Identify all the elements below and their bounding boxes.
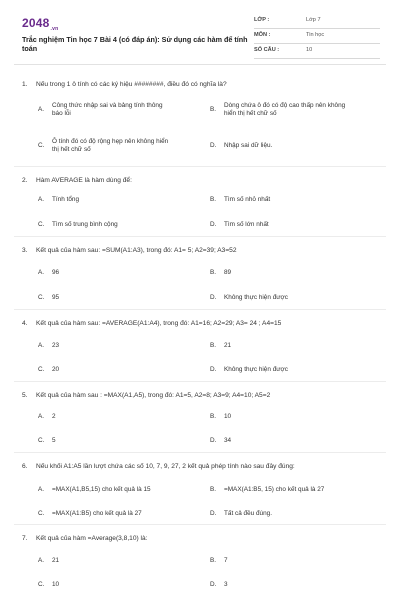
option-text: =MAX(A1:B5) cho kết quả là 27 <box>52 510 142 517</box>
option-text: Tìm số lớn nhất <box>224 221 269 228</box>
option-text: 3 <box>224 581 228 588</box>
question-divider <box>14 166 386 167</box>
option-letter: A. <box>38 342 45 349</box>
option-letter: B. <box>210 342 217 349</box>
option-letter: C. <box>38 294 45 301</box>
option-text: 20 <box>52 366 60 373</box>
option-text: Tất cả đều đúng. <box>224 510 272 517</box>
option-letter: B. <box>210 196 217 203</box>
option-letter: D. <box>210 437 217 444</box>
meta-row-subject <box>254 29 380 44</box>
question-number: 4. <box>22 320 28 327</box>
option-text: =MAX(A1:B5, 15) cho kết quả là 27 <box>224 486 325 493</box>
question-number: 6. <box>22 463 28 470</box>
option-letter: D. <box>210 142 217 149</box>
question-number: 7. <box>22 535 28 542</box>
option-letter: C. <box>38 510 45 517</box>
option-letter: A. <box>38 557 45 564</box>
question-text: Kết quả của hàm sau: =SUM(A1:A3), trong đó: A1= 5; A2=39; A3=52 <box>36 247 237 254</box>
meta-panel <box>254 14 380 59</box>
option-text: 89 <box>224 269 232 276</box>
option-letter: C. <box>38 221 45 228</box>
question-number: 5. <box>22 392 28 399</box>
option-letter: B. <box>210 557 217 564</box>
meta-value: 10 <box>306 47 313 53</box>
option-text: 10 <box>224 413 232 420</box>
meta-value: Lớp 7 <box>306 17 321 23</box>
option-text: 23 <box>52 342 60 349</box>
question-divider <box>14 309 386 310</box>
page-title: Trắc nghiệm Tin học 7 Bài 4 (có đáp án): Sử dụng các hàm để tính toán <box>22 35 248 53</box>
option-letter: B. <box>210 413 217 420</box>
option-letter: C. <box>38 581 45 588</box>
option-text: Ô tính đó có độ rộng hẹp nên không hiển thị hết chữ số <box>52 138 169 153</box>
option-letter: A. <box>38 106 45 113</box>
option-text: Không thực hiện được <box>224 366 288 373</box>
question-number: 3. <box>22 247 28 254</box>
option-text: Tính tổng <box>52 196 80 203</box>
meta-value: Tin học <box>306 32 325 38</box>
option-text: 10 <box>52 581 60 588</box>
option-letter: A. <box>38 413 45 420</box>
option-text: Không thực hiện được <box>224 294 288 301</box>
option-text: Công thức nhập sai và bảng tính thông báo lỗi <box>52 102 163 117</box>
option-letter: B. <box>210 486 217 493</box>
option-text: 2 <box>52 413 56 420</box>
option-text: Dòng chứa ô đó có độ cao thấp nên không hiển thị hết chữ số <box>224 102 346 117</box>
option-text: 7 <box>224 557 228 564</box>
option-letter: A. <box>38 269 45 276</box>
option-letter: C. <box>38 437 45 444</box>
option-letter: B. <box>210 269 217 276</box>
question-divider <box>14 452 386 453</box>
option-text: 21 <box>52 557 60 564</box>
question-divider <box>14 381 386 382</box>
logo-suffix: .vn <box>50 26 59 33</box>
option-text: =MAX(A1,B5,15) cho kết quả là 15 <box>52 486 151 493</box>
option-text: Tìm số nhỏ nhất <box>224 196 271 203</box>
option-text: Tìm số trung bình cộng <box>52 221 118 228</box>
option-letter: C. <box>38 366 45 373</box>
meta-key: MÔN : <box>254 32 271 38</box>
question-text: Hàm AVERAGE là hàm dùng để: <box>36 177 132 184</box>
question-divider <box>14 236 386 237</box>
page-header <box>22 14 378 62</box>
option-text: Nhập sai dữ liệu. <box>224 142 273 149</box>
option-letter: D. <box>210 510 217 517</box>
option-letter: D. <box>210 221 217 228</box>
header-divider <box>14 64 386 65</box>
question-text: Nếu trong 1 ô tính có các ký hiệu ########, điều đó có nghĩa là? <box>36 81 227 88</box>
option-text: 95 <box>52 294 60 301</box>
logo-text: 2048 <box>22 16 50 30</box>
option-letter: D. <box>210 581 217 588</box>
option-letter: A. <box>38 196 45 203</box>
question-text: Kết quả của hàm sau : =MAX(A1,A5), trong đó: A1=5, A2=8; A3=9; A4=10; A5=2 <box>36 392 271 399</box>
site-logo[interactable] <box>22 16 58 32</box>
option-text: 21 <box>224 342 232 349</box>
option-letter: A. <box>38 486 45 493</box>
option-letter: D. <box>210 366 217 373</box>
option-letter: C. <box>38 142 45 149</box>
option-text: 96 <box>52 269 60 276</box>
meta-key: LỚP : <box>254 17 270 23</box>
question-number: 2. <box>22 177 28 184</box>
option-letter: D. <box>210 294 217 301</box>
option-letter: B. <box>210 106 217 113</box>
option-text: 34 <box>224 437 232 444</box>
meta-key: SỐ CÂU : <box>254 47 280 53</box>
question-text: Nếu khối A1:A5 lần lượt chứa các số 10, 7, 9, 27, 2 kết quả phép tính nào sau đây đúng: <box>36 463 295 470</box>
meta-row-class <box>254 14 380 29</box>
meta-row-count <box>254 44 380 59</box>
question-divider <box>14 524 386 525</box>
question-text: Kết quả của hàm =Average(3,8,10) là: <box>36 535 148 542</box>
question-number: 1. <box>22 81 28 88</box>
question-text: Kết quả của hàm sau: =AVERAGE(A1:A4), trong đó: A1=16; A2=29; A3= 24 ; A4=15 <box>36 320 282 327</box>
option-text: 5 <box>52 437 56 444</box>
